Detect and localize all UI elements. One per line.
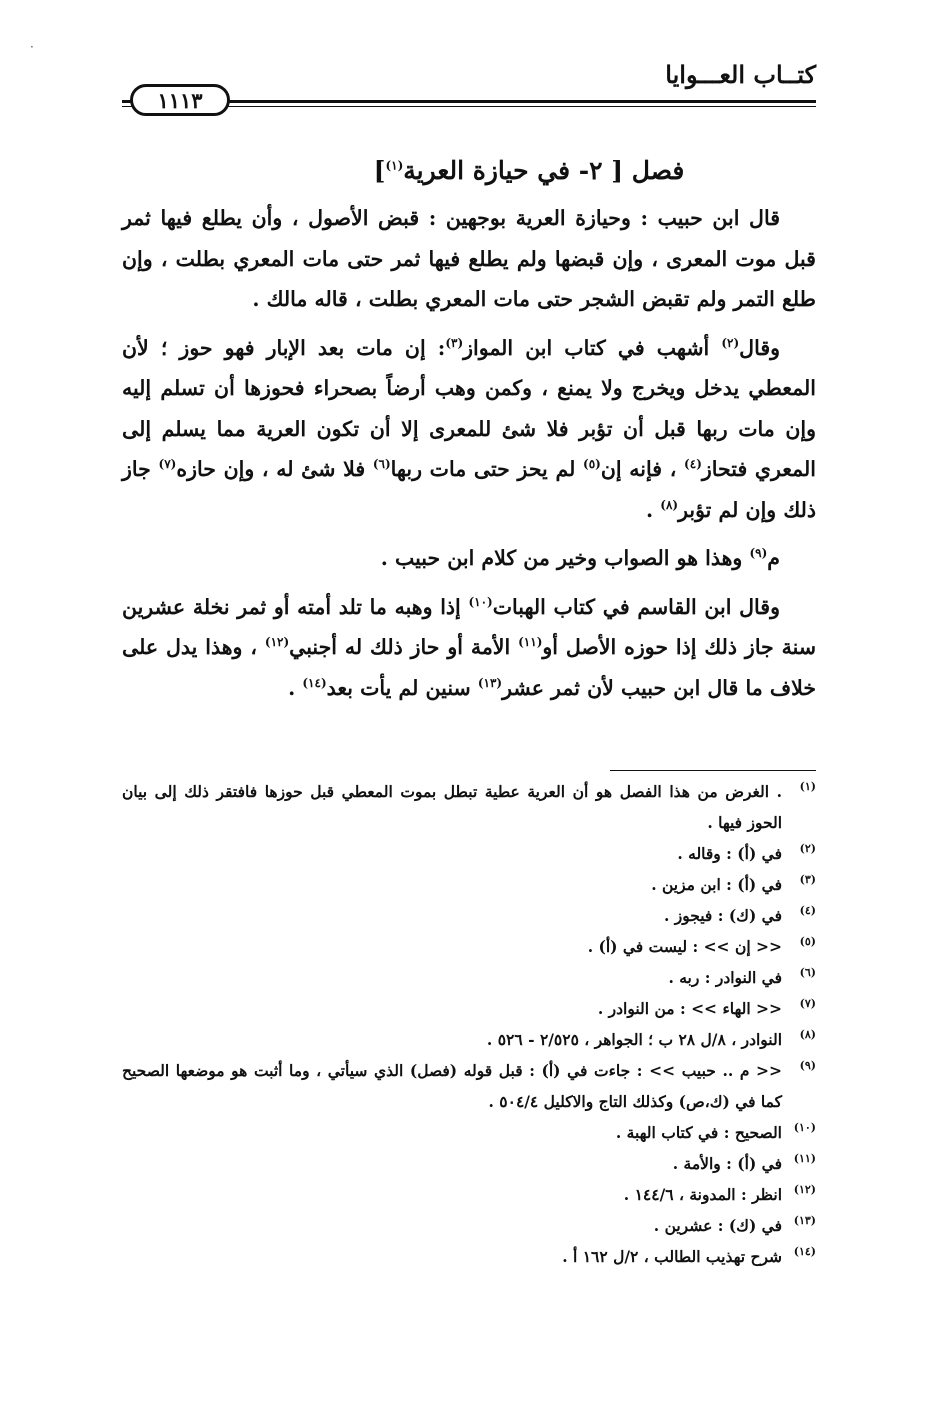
paragraph-text: لم يحز حتى مات ربها bbox=[390, 457, 584, 481]
note-reference: (١١) bbox=[518, 635, 543, 650]
footnote-number: (٥) bbox=[799, 935, 816, 948]
footnote bbox=[122, 1055, 816, 1117]
footnote-text: في (أ) : وقاله . bbox=[677, 844, 782, 863]
section-title-note: (١) bbox=[385, 158, 404, 173]
footnote-number: (١١) bbox=[793, 1152, 816, 1165]
footnote bbox=[122, 869, 816, 900]
note-reference: (١٣) bbox=[477, 675, 503, 690]
paragraph-text: الأمة أو حاز ذلك له أجنبي bbox=[289, 635, 519, 659]
footnote-text: . الغرض من هذا الفصل هو أن العرية عطية تبطل بموت المعطي قبل حوزها فافتقر ذلك إلى بيان الحوز فيها . bbox=[122, 782, 782, 832]
running-title: كتــاب العـــوايا bbox=[665, 60, 816, 89]
paragraph-text: . bbox=[645, 497, 661, 522]
footnote bbox=[122, 1241, 816, 1272]
note-reference: (٩) bbox=[749, 546, 768, 561]
footnote bbox=[122, 1210, 816, 1241]
paragraph-text: وهذا هو الصواب وخير من كلام ابن حبيب . bbox=[380, 546, 750, 570]
footnote bbox=[122, 838, 816, 869]
footnote-text: في (أ) : ابن مزين . bbox=[651, 875, 782, 894]
footnote-number: (١٤) bbox=[793, 1245, 816, 1258]
paragraph-text: م bbox=[767, 546, 780, 570]
footnote-number: (٣) bbox=[799, 873, 816, 886]
footnote-number: (١٣) bbox=[793, 1214, 816, 1227]
footnote bbox=[122, 1117, 816, 1148]
footnote-text: الصحيح : في كتاب الهبة . bbox=[615, 1123, 782, 1142]
paragraph bbox=[122, 587, 816, 709]
footnote-text: << إن >> : ليست في (أ) . bbox=[587, 937, 782, 956]
footnote-number: (٢) bbox=[799, 842, 816, 855]
footnote bbox=[122, 931, 816, 962]
paragraph-text: فلا شئ له ، وإن حازه bbox=[176, 457, 373, 481]
note-reference: (٣) bbox=[445, 335, 464, 350]
page-number: ١١١٣ bbox=[130, 84, 230, 116]
paragraph bbox=[122, 538, 816, 579]
note-reference: (١٤) bbox=[302, 675, 327, 690]
section-title-text: فصل [ ٢- في حيازة العرية bbox=[403, 156, 685, 185]
paragraph bbox=[122, 198, 816, 320]
footnote-number: (١٢) bbox=[793, 1183, 816, 1196]
footnote-text: في النوادر : ربه . bbox=[668, 968, 782, 987]
paragraph-text: . bbox=[288, 675, 303, 700]
footnote bbox=[122, 1179, 816, 1210]
paragraph-text: : إن مات بعد الإبار فهو حوز ؛ لأن المعطي يدخل ويخرج ولا يمنع ، وكمن وهب أرضاً بصحراء فحوزها أن تسلم إليه وإن مات ربها قبل أن تؤبر فلا شئ للمعرى إلا أن تكون العرية مما يسلم إلى المعري فتحاز bbox=[122, 335, 816, 481]
section-title-close: ] bbox=[373, 156, 386, 185]
note-reference: (٥) bbox=[583, 457, 601, 472]
note-reference: (١٢) bbox=[264, 635, 290, 650]
paragraph bbox=[122, 328, 816, 531]
note-reference: (٦) bbox=[372, 457, 391, 472]
footnote bbox=[122, 900, 816, 931]
footnote-number: (١) bbox=[799, 780, 816, 793]
footnote bbox=[122, 1024, 816, 1055]
footnote bbox=[122, 776, 816, 838]
note-reference: (١٠) bbox=[468, 594, 493, 609]
footnote-text: شرح تهذيب الطالب ، ٢/ل ١٦٢ أ . bbox=[562, 1247, 782, 1266]
paragraph-text: أشهب في كتاب ابن المواز bbox=[463, 335, 722, 360]
footnote-text: انظر : المدونة ، ١٤٤/٦ . bbox=[623, 1185, 782, 1204]
footnote-number: (٩) bbox=[799, 1059, 816, 1072]
paragraph-text: ، فإنه إن bbox=[600, 457, 685, 481]
note-reference: (٨) bbox=[660, 497, 679, 512]
footnote-separator bbox=[610, 770, 816, 771]
paragraph-text: سنين لم يأت بعد bbox=[326, 675, 478, 700]
paragraph-text: قال ابن حبيب : وحيازة العرية بوجهين : قبض الأصول ، وأن يطلع فيها ثمر قبل موت المعرى ، وإن قبضها ولم يطلع فيها ثمر حتى مات المعري بطلت ، وإن طلع التمر ولم تقبض الشجر حتى مات المعري بطلت ، قاله مالك . bbox=[122, 206, 816, 311]
section-title bbox=[0, 156, 938, 185]
footnote-text: في (ك) : فيجوز . bbox=[663, 906, 782, 925]
note-reference: (٤) bbox=[684, 457, 702, 472]
body-text bbox=[122, 198, 816, 708]
footnote-text: << الهاء >> : من النوادر . bbox=[597, 999, 782, 1018]
paragraph-text: إذا وهبه ما تلد أمته أو ثمر نخلة عشرين سنة جاز ذلك إذا حوزه الأصل أو bbox=[122, 594, 816, 659]
footnote-number: (٧) bbox=[799, 997, 816, 1010]
footnote-text: << م .. حبيب >> : جاءت في (أ) : قبل قوله (فصل) الذي سيأتي ، وما أثبت هو موضعها الصحيح كما في (ك،ص) وكذلك التاج والاكليل ٥٠٤/٤ . bbox=[122, 1061, 782, 1111]
footnote bbox=[122, 993, 816, 1024]
footnote-number: (٤) bbox=[799, 904, 816, 917]
footnotes bbox=[122, 776, 816, 1272]
footnote-text: في (أ) : والأمة . bbox=[672, 1154, 782, 1173]
note-reference: (٢) bbox=[721, 335, 740, 350]
footnote bbox=[122, 1148, 816, 1179]
note-reference: (٧) bbox=[158, 457, 177, 472]
scan-speck: · bbox=[30, 40, 34, 54]
footnote-number: (٨) bbox=[799, 1028, 816, 1041]
footnote-text: النوادر ، ٨/ل ٢٨ ب ؛ الجواهر ، ٢/٥٢٥ - ٥٢٦ . bbox=[486, 1030, 782, 1049]
paragraph-text: جاز ذلك وإن لم تؤبر bbox=[122, 457, 816, 522]
footnote-number: (١٠) bbox=[793, 1121, 816, 1134]
footnote-number: (٦) bbox=[799, 966, 816, 979]
footnote bbox=[122, 962, 816, 993]
paragraph-text: ، وهذا يدل على خلاف ما قال ابن حبيب لأن ثمر عشر bbox=[122, 635, 816, 700]
paragraph-text: وقال ابن القاسم في كتاب الهبات bbox=[492, 594, 780, 619]
paragraph-text: وقال bbox=[739, 335, 781, 360]
footnote-text: في (ك) : عشرين . bbox=[653, 1216, 782, 1235]
